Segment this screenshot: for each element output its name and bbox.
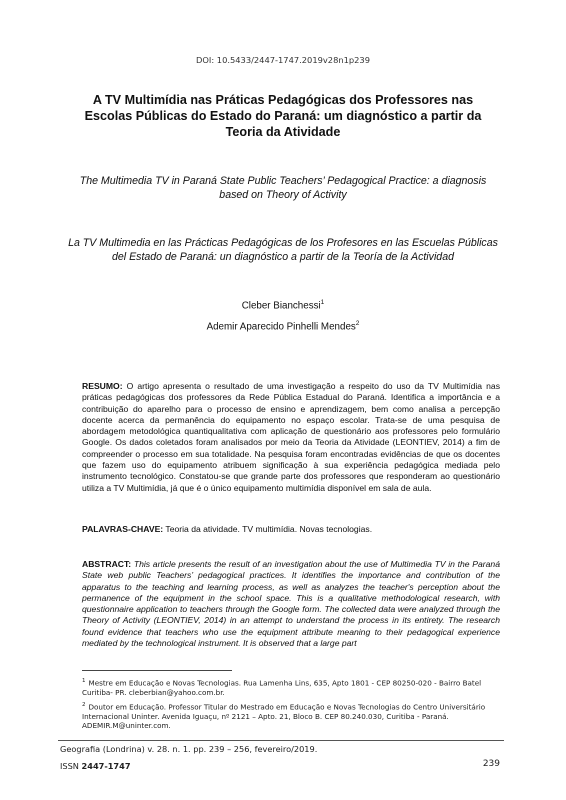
footer-divider xyxy=(58,740,504,741)
journal-citation: Geografia (Londrina) v. 28. n. 1. pp. 239 – 256, fevereiro/2019. xyxy=(60,744,318,754)
footnotes xyxy=(82,670,500,734)
footnote-text: Doutor em Educação. Professor Titular do Mestrado em Educação e Novas Tecnologias do Centro Universitário Internacional Uninter. Avenida Iguaçu, nº 2121 – Apto. 21, Bloco B. CEP 80.240.030, Curitiba - Paraná. ADEMIR.M@uninter.com. xyxy=(82,701,486,731)
footnote-mark: 2 xyxy=(82,701,86,708)
resumo-paragraph xyxy=(82,381,500,494)
footnote-1 xyxy=(82,677,500,698)
footnote-mark: 1 xyxy=(82,678,86,684)
issn-number: 2447-1747 xyxy=(81,761,131,771)
title-english: The Multimedia TV in Paraná State Public Teachers’ Pedagogical Practice: a diagnosis based on Theory of Activity xyxy=(79,175,487,201)
keywords-paragraph xyxy=(82,524,500,535)
author-footnote-mark[interactable]: 2 xyxy=(355,320,360,327)
title-spanish: La TV Multimedia en las Prácticas Pedagógicas de los Profesores en las Escuelas Públicas del Estado de Paraná: un diagnóstico a partir de la Teoría de la Actividad xyxy=(68,237,498,263)
resumo-text: O artigo apresenta o resultado de uma investigação a respeito do uso da TV Multimídia nas práticas pedagógicas dos professores da Rede Pública Estadual do Paraná. Identifica a importância e a contribuição do aparelho para o processo de ensino e aprendizagem, bem como analisa a percepção docente acerca da permanência do equipamento no espaço escolar. Trata-se de uma pesquisa de abordagem metodológica quantiqualitativa com aplicação de questionário aos professores pelo formulário Google. Os dados coletados foram analisados por meio da Teoria da Atividade (LEONTIEV, 2014) a fim de compreender o processo em sua totalidade. Na pesquisa foram encontradas evidências de que os docentes que fazem uso do equipamento atribuem significação à sua experiência pedagógica mediada pelo instrumento tecnológico. Constatou-se que grande parte dos professores que responderam ao questionário utiliza a TV Multimídia, já que é o único equipamento multimídia disponível em sala de aula. xyxy=(82,381,500,493)
author-1 xyxy=(0,299,566,311)
keywords-text: Teoria da atividade. TV multimídia. Novas tecnologias. xyxy=(163,524,373,534)
abstract-text: This article presents the result of an investigation about the use of Multimedia TV in the Paraná State web public Teachers’ pedagogical practices. It identifies the importance and contribution of the apparatus to the teaching and learning process, as well as analyzes the teacher's perception about the permanence of the equipment in the school space. This is a qualitative methodological research, with questionnaire application to teachers through the Google form. The collected data were analyzed through the Theory of Activity (LEONTIEV, 2014) in an attempt to understand the process in its entirety. The research found evidence that teachers who use the equipment attribute meaning to their pedagogical experience mediated by the technological instrument. It is observed that a large part xyxy=(82,559,500,649)
doi[interactable]: DOI: 10.5433/2447-1747.2019v28n1p239 xyxy=(196,55,370,65)
footnote-text: Mestre em Educação e Novas Tecnologias. Rua Lamenha Lins, 635, Apto 1801 - CEP 80250-020 - Bairro Batel Curitiba- PR. cleberbian@yahoo.com.br. xyxy=(82,678,482,697)
keywords-label: PALAVRAS-CHAVE: xyxy=(82,524,164,534)
abstract-label: ABSTRACT: xyxy=(82,559,132,569)
issn xyxy=(60,761,131,771)
issn-label: ISSN xyxy=(60,761,82,771)
author-footnote-mark[interactable]: 1 xyxy=(320,299,325,306)
footnote-divider xyxy=(82,670,232,671)
author-name: Ademir Aparecido Pinhelli Mendes xyxy=(206,321,356,333)
footnote-2 xyxy=(82,701,500,731)
abstract-paragraph xyxy=(82,559,500,649)
resumo-label: RESUMO: xyxy=(82,381,123,391)
page-number: 239 xyxy=(482,759,500,769)
author-2 xyxy=(0,320,566,332)
title-portuguese: A TV Multimídia nas Práticas Pedagógicas dos Professores nas Escolas Públicas do Estado do Paraná: um diagnóstico a partir da Teoria da Atividade xyxy=(84,93,482,139)
author-name: Cleber Bianchessi xyxy=(241,300,321,312)
